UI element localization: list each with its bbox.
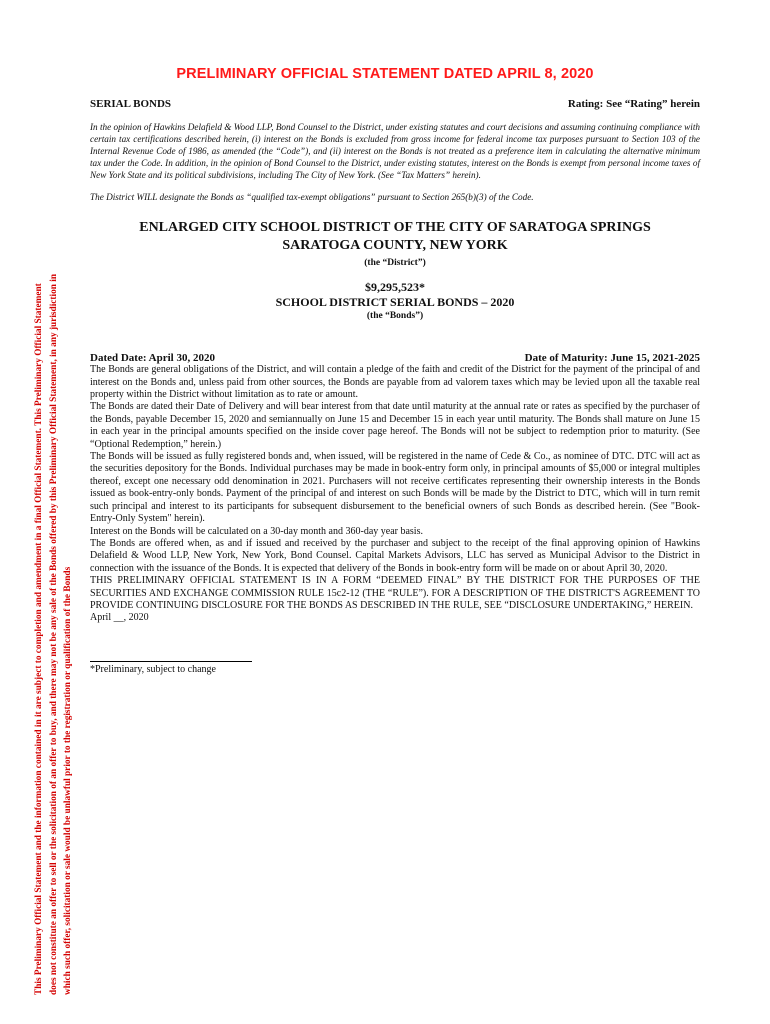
side-legend-line-1: This Preliminary Official Statement and the information contained in it are subject to completion and amendment in a final Official Statement. This Preliminary Official Statement (34, 283, 44, 995)
tax-opinion-paragraph: In the opinion of Hawkins Delafield & Wood LLP, Bond Counsel to the District, under existing statutes and court decisions and assuming continuing compliance with certain tax certifications described herein, (i) interest on the Bonds is excluded from gross income for federal income tax purposes pursuant to Section 103 of the Internal Revenue Code of 1986, as amended (the “Code”), and (ii) interest on the Bonds is not treated as a preference item in calculating the alternative minimum tax under the Code. In addition, in the opinion of Bond Counsel to the District, under existing statutes, interest on the Bonds is exempt from personal income taxes of New York State and its political subdivisions, including The City of New York. (See “Tax Matters” herein). (90, 122, 700, 181)
side-legend-line-2: does not constitute an offer to sell or the solicitation of an offer to buy, and there may not be any sale of the Bonds offered by this Preliminary Official Statement, in any jurisdiction in (48, 273, 59, 995)
bond-title: SCHOOL DISTRICT SERIAL BONDS – 2020 (275, 294, 515, 309)
body-paragraph-offering: The Bonds are offered when, as and if issued and received by the purchaser and subject to the receipt of the final approving opinion of Hawkins Delafield & Wood LLP, New York, New York, Bond Counsel. Capital Markets Advisors, LLC has served as Municipal Advisor to the District in connection with the issuance of the Bonds. It is expected that delivery of the Bonds in book-entry form will be made on or about April 30, 2020. (90, 537, 700, 574)
header-row (90, 98, 700, 110)
body-paragraph-interest: The Bonds are dated their Date of Delivery and will bear interest from that date until maturity at the annual rate or rates as specified by the purchaser of the Bonds, payable December 15, 2020 and semiannually on June 15 and December 15 in each year until maturity. The Bonds shall mature on June 15 in each year in the principal amounts specified on the inside cover page hereof. The Bonds will not be subject to redemption prior to maturity. (See “Optional Redemption,” herein.) (90, 401, 700, 450)
footnote: *Preliminary, subject to change (90, 663, 216, 675)
body-paragraph-deemed-final: THIS PRELIMINARY OFFICIAL STATEMENT IS IN A FORM “DEEMED FINAL” BY THE DISTRICT FOR THE PURPOSES OF THE SECURITIES AND EXCHANGE COMMISSION RULE 15c2-12 (THE “RULE”). FOR A DESCRIPTION OF THE DISTRICT'S AGREEMENT TO PROVIDE CONTINUING DISCLOSURE FOR THE BONDS AS DESCRIBED IN THE RULE, SEE “DISCLOSURE UNDERTAKING,” HEREIN. (90, 575, 700, 611)
bond-alias: (the “Bonds”) (366, 310, 424, 321)
body-paragraph-registration: The Bonds will be issued as fully registered bonds and, when issued, will be registered in the name of Cede & Co., as nominee of DTC. DTC will act as the securities depository for the Bonds. Individual purchases may be made in book-entry form only, in principal amounts of $5,000 or integral multiples thereof, except one necessary odd denomination in 2021. Purchasers will not receive certificates representing their ownership interests in the Bonds issued as book-entry-only bonds. Payment of the principal of and interest on such Bonds will be made by the District to DTC, which will in turn remit such principal and interest to its participants for subsequent disbursement to the beneficial owners of such Bonds as described herein. (See "Book-Entry-Only System" herein). (90, 451, 700, 525)
dates-row (90, 352, 700, 364)
preliminary-title: PRELIMINARY OFFICIAL STATEMENT DATED APRIL 8, 2020 (176, 66, 594, 82)
district-name-line-1: ENLARGED CITY SCHOOL DISTRICT OF THE CITY OF SARATOGA SPRINGS (139, 220, 651, 236)
side-legend-line-3: which such offer, solicitation or sale would be unlawful prior to the registration or qualification of the Bonds (63, 566, 73, 995)
qualified-obligations-paragraph: The District WILL designate the Bonds as “qualified tax-exempt obligations” pursuant to Section 265(b)(3) of the Code. (90, 192, 534, 203)
main-content (90, 98, 700, 676)
body-paragraph-obligations: The Bonds are general obligations of the District, and will contain a pledge of the faith and credit of the District for the payment of the principal of and interest on the Bonds and, unless paid from other sources, the Bonds are payable from ad valorem taxes which may be levied upon all the taxable real property within the District without limitation as to rate or amount. (90, 364, 700, 401)
footnote-divider (90, 661, 252, 662)
rating-label: Rating: See “Rating” herein (567, 98, 700, 110)
district-name-line-2: SARATOGA COUNTY, NEW YORK (282, 238, 508, 254)
serial-bonds-label: SERIAL BONDS (90, 98, 172, 110)
bond-amount: $9,295,523* (365, 280, 425, 295)
body-paragraph-calculation: Interest on the Bonds will be calculated on a 30-day month and 360-day year basis. (90, 525, 423, 537)
side-legend (32, 125, 76, 995)
dated-date: Dated Date: April 30, 2020 (90, 352, 215, 365)
district-name (90, 219, 700, 255)
maturity-date: Date of Maturity: June 15, 2021-2025 (524, 352, 700, 365)
district-alias: (the “District”) (364, 258, 426, 269)
date-line: April __, 2020 (90, 612, 149, 624)
